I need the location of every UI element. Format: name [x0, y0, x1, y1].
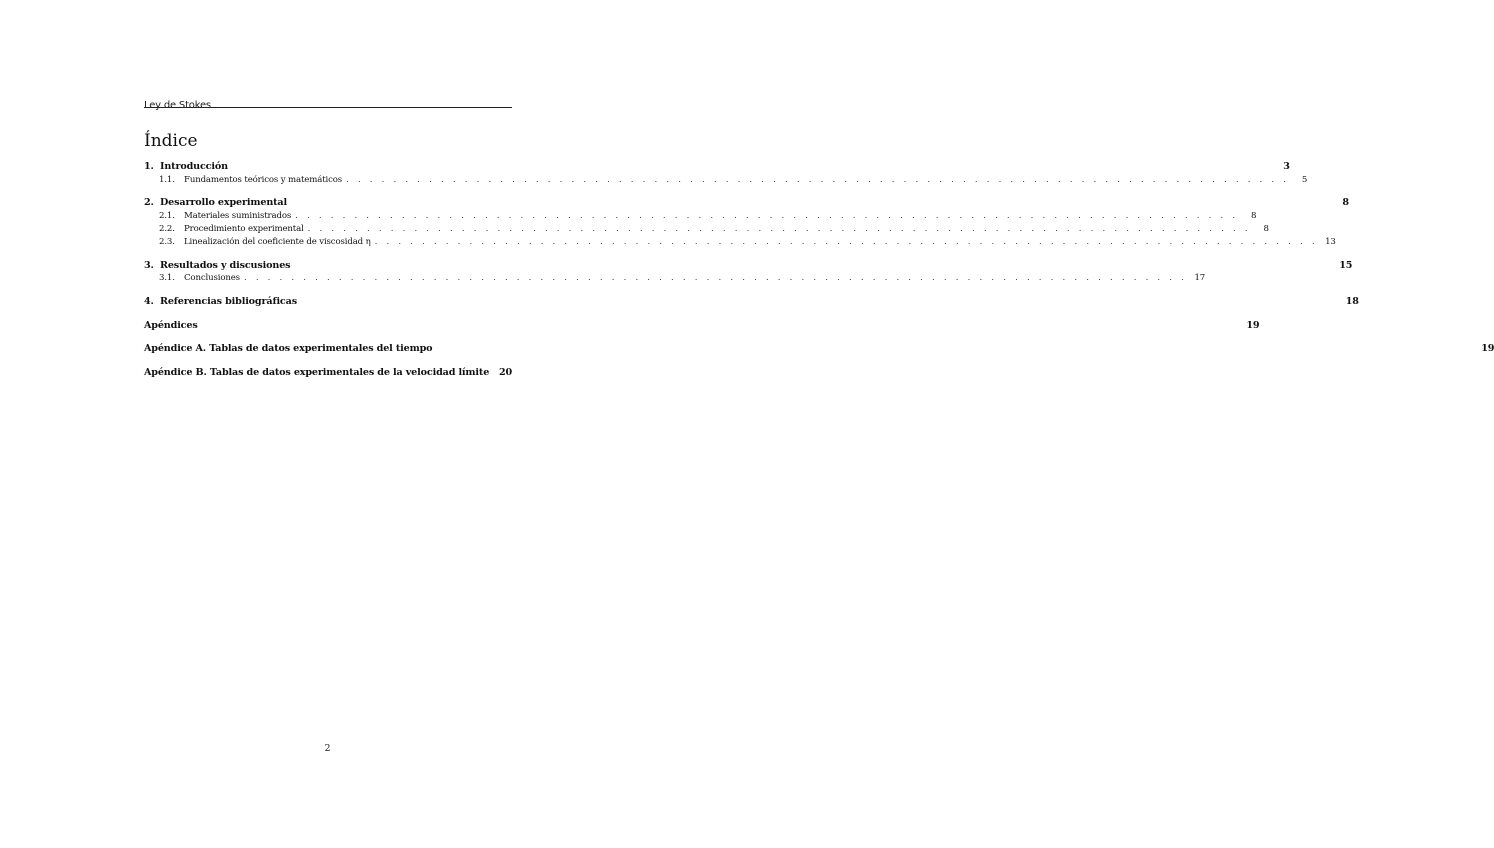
toc-entry-title: Resultados y discusiones [160, 260, 291, 271]
toc-entry-title: Materiales suministrados [184, 211, 292, 221]
toc-entry-page: 20 [498, 367, 512, 378]
toc-entry-number: 2.2. [159, 224, 175, 234]
toc-entry-number: 2.1. [159, 211, 175, 221]
toc-entry-page: 18 [1345, 296, 1359, 307]
toc-dot-leader: . . . . . . . . . . . . . . . . . . . . . . . . . . . . . . . . . . . . . . . . . . . . . . . . . . . . . . . . . . . . . . . . . . . . . . . . . . . . . . . . [295, 211, 1239, 221]
toc-dot-leader: . . . . . . . . . . . . . . . . . . . . . . . . . . . . . . . . . . . . . . . . . . . . . . . . . . . . . . . . . . . . . . . . . . . . . . . . . . . . . . . . [307, 224, 1251, 234]
toc-dot-leader: . . . . . . . . . . . . . . . . . . . . . . . . . . . . . . . . . . . . . . . . . . . . . . . . . . . . . . . . . . . . . . . . . . . . . . . . . . . . . . . . [374, 237, 1318, 247]
toc-entry-page: 19 [1481, 343, 1494, 354]
toc-dot-leader: . . . . . . . . . . . . . . . . . . . . . . . . . . . . . . . . . . . . . . . . . . . . . . . . . . . . . . . . . . . . . . . . . . . . . . . . . . . . . . . . [346, 175, 1290, 185]
toc-entry-page: 8 [1342, 197, 1349, 208]
toc-section-entry[interactable] [144, 160, 1290, 173]
toc-entry-title: Referencias bibliográficas [160, 296, 297, 307]
toc-entry-page: 17 [1194, 273, 1206, 283]
toc-entry-page: 15 [1339, 260, 1353, 271]
toc-entry-title: Desarrollo experimental [160, 197, 287, 208]
toc-entry-title: Conclusiones [184, 273, 240, 283]
toc-entry-title: Apéndice A. Tablas de datos experimentales del tiempo [144, 343, 433, 354]
toc-entry-title: Apéndices [144, 320, 198, 331]
toc-entry-page: 5 [1301, 175, 1308, 185]
toc-entry-number: 2. [144, 197, 154, 208]
toc-entry-number: 2.3. [159, 237, 175, 247]
toc-subsection-entry[interactable] [159, 210, 1257, 223]
toc-entry-title: Introducción [160, 161, 228, 172]
toc-entry-title: Apéndice B. Tablas de datos experimentales de la velocidad límite [144, 367, 490, 378]
toc-subsection-entry[interactable] [159, 223, 1269, 236]
toc-entry-number: 3.1. [159, 273, 175, 283]
toc-entry-title: Procedimiento experimental [184, 224, 304, 234]
page-number: 2 [324, 743, 331, 754]
toc-entry-number: 1. [144, 161, 154, 172]
toc-entry-page: 13 [1325, 237, 1336, 247]
toc-section-entry[interactable] [144, 342, 1494, 355]
toc-section-entry[interactable] [144, 366, 512, 379]
toc-entry-number: 4. [144, 296, 154, 307]
toc-entry-page: 3 [1283, 161, 1290, 172]
toc-section-entry[interactable] [144, 196, 1349, 209]
toc-entry-number: 1.1. [159, 175, 175, 185]
running-header [144, 93, 512, 111]
toc-subsection-entry[interactable] [159, 236, 1336, 249]
toc-subsection-entry[interactable] [159, 272, 1206, 285]
toc-entry-number: 3. [144, 260, 154, 271]
toc-entry-title: Linealización del coeficiente de viscosidad η [184, 237, 371, 247]
toc-dot-leader: . . . . . . . . . . . . . . . . . . . . . . . . . . . . . . . . . . . . . . . . . . . . . . . . . . . . . . . . . . . . . . . . . . . . . . . . . . . . . . . . [243, 273, 1188, 283]
toc-section-entry[interactable] [144, 259, 1353, 272]
running-header-title: Ley de Stokes [144, 100, 211, 111]
toc-entry-page: 8 [1250, 211, 1257, 221]
toc-entry-title: Fundamentos teóricos y matemáticos [184, 175, 343, 185]
toc-subsection-entry[interactable] [159, 174, 1308, 187]
toc-section-entry[interactable] [144, 319, 1260, 332]
toc-entry-page: 8 [1263, 224, 1269, 234]
toc-section-entry[interactable] [144, 295, 1359, 308]
toc-heading: Índice [144, 131, 198, 151]
toc-entry-page: 19 [1246, 320, 1260, 331]
